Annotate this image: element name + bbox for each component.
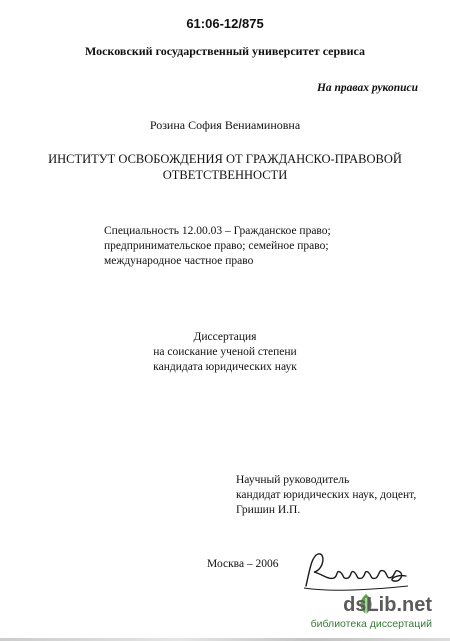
- title-line: ОТВЕТСТВЕННОСТИ: [162, 168, 288, 182]
- specialty-block: [104, 224, 331, 269]
- degree-line: на соискание ученой степени: [153, 346, 297, 358]
- dslib-logo[interactable]: dsLib.net: [343, 594, 432, 616]
- specialty-line: международное частное право: [104, 255, 254, 267]
- supervisor-line: Научный руководитель: [236, 474, 350, 486]
- handwritten-signature: [300, 548, 412, 592]
- dissertation-degree-block: [0, 330, 450, 375]
- author-name: Розина София Вениаминовна: [149, 118, 301, 132]
- specialty-line: предпринимательское право; семейное право;: [104, 240, 329, 252]
- degree-line: кандидата юридических наук: [153, 361, 297, 373]
- supervisor-block: [236, 473, 416, 518]
- supervisor-line: кандидат юридических наук, доцент,: [236, 489, 417, 501]
- manuscript-rights-note: На правах рукописи: [316, 82, 418, 94]
- university-name: Московский государственный университет сервиса: [84, 44, 366, 58]
- catalog-code: 61:06-12/875: [186, 16, 264, 31]
- degree-line: Диссертация: [193, 331, 257, 343]
- dslib-subtitle: библиотека диссертаций: [310, 618, 432, 630]
- city-year: Москва – 2006: [207, 558, 279, 570]
- supervisor-line: Гришин И.П.: [236, 504, 301, 516]
- title-line: ИНСТИТУТ ОСВОБОЖДЕНИЯ ОТ ГРАЖДАНСКО-ПРАВОВОЙ: [48, 152, 402, 166]
- dissertation-title: [0, 151, 450, 183]
- specialty-line: Специальность 12.00.03 – Гражданское право;: [104, 225, 331, 237]
